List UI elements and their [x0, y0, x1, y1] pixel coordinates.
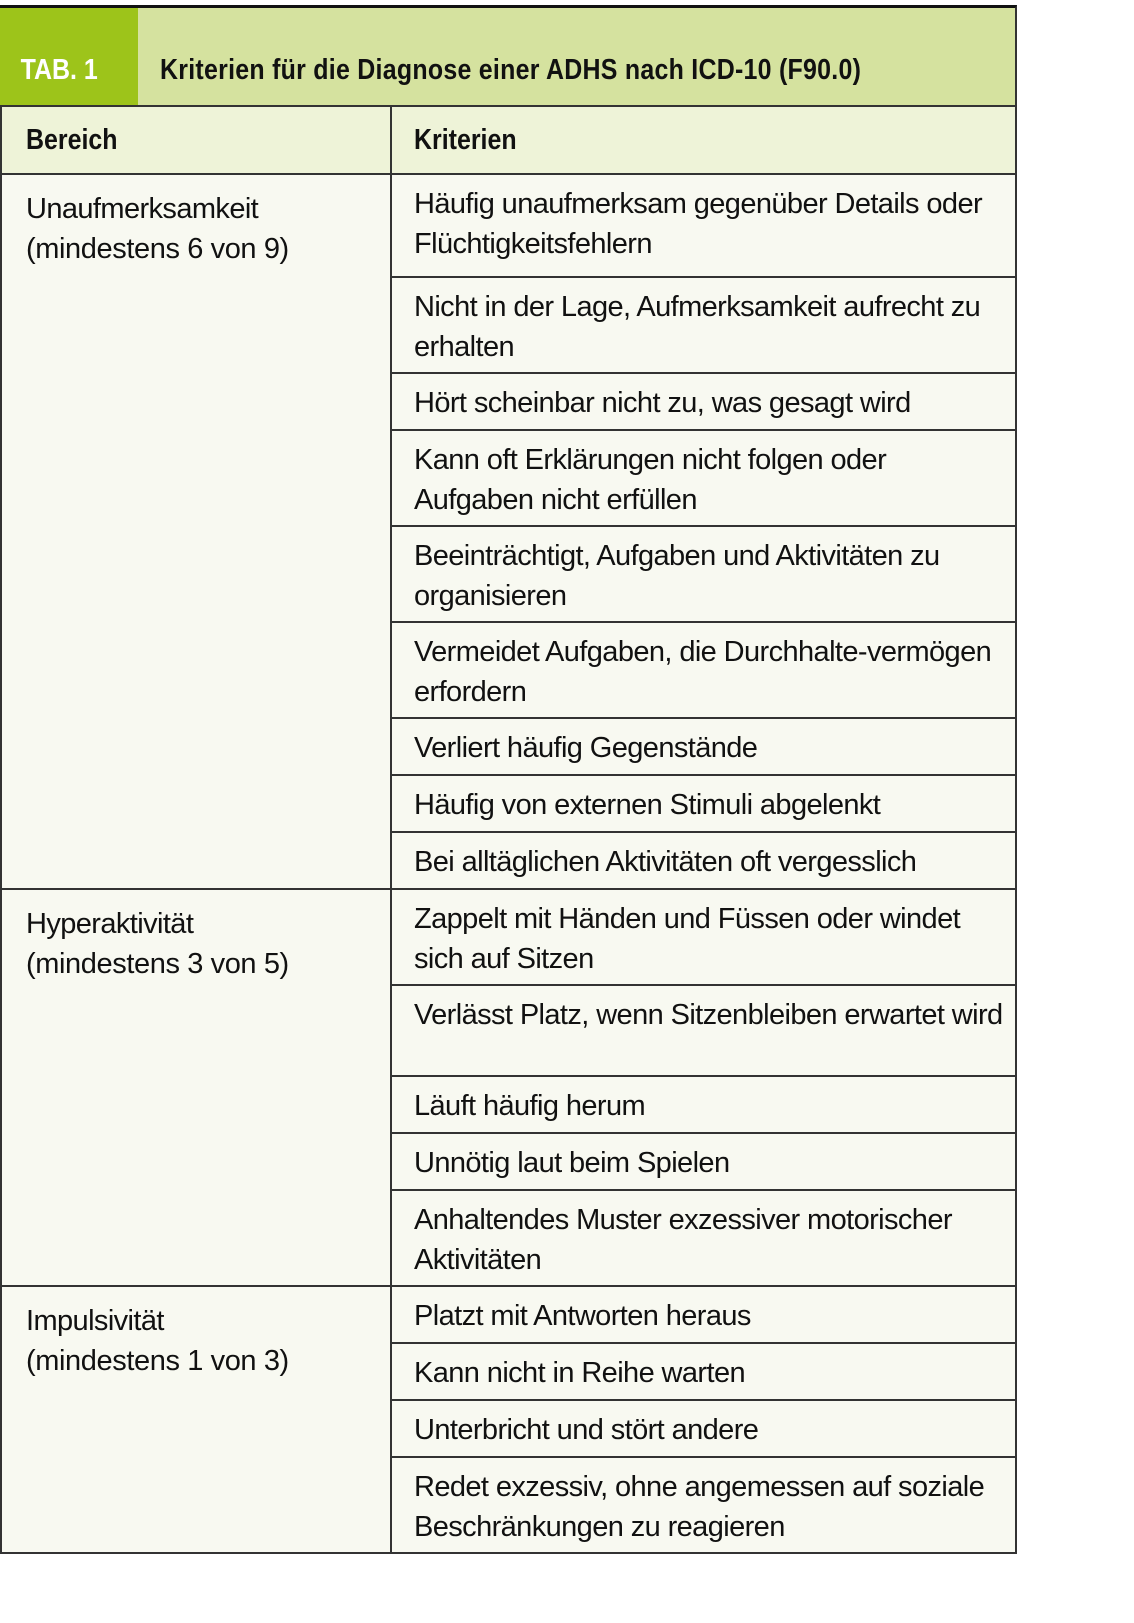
area-name: Unaufmerksamkeit: [26, 193, 259, 225]
criterion-cell: [391, 832, 1016, 889]
area-requirement: (mindestens 3 von 5): [26, 948, 289, 980]
area-name: Hyperaktivität: [26, 908, 194, 940]
area-cell: [1, 1286, 391, 1553]
criterion-text: Läuft häufig herum: [414, 1090, 646, 1122]
column-header-label: Kriterien: [414, 123, 517, 156]
area-requirement: (mindestens 1 von 3): [26, 1345, 289, 1377]
criterion-cell: [391, 174, 1016, 277]
criterion-cell: [391, 1190, 1016, 1286]
criterion-text: Häufig unaufmerksam gegenüber Details oder Flüchtigkeitsfehlern: [414, 188, 983, 260]
criteria-table: [0, 105, 1017, 1554]
area-cell: [1, 889, 391, 1286]
criterion-text: Beeinträchtigt, Aufgaben und Aktivitäten zu organisieren: [414, 540, 940, 612]
criterion-cell: [391, 1400, 1016, 1457]
criterion-text: Verliert häufig Gegenstände: [414, 732, 758, 764]
table-title-band: [0, 5, 1017, 105]
table-row: [1, 174, 1016, 277]
column-header-bereich: [1, 106, 391, 174]
criterion-cell: [391, 1286, 1016, 1343]
criterion-text: Häufig von externen Stimuli abgelenkt: [414, 789, 881, 821]
table-row: [1, 1286, 1016, 1343]
table-row: [1, 889, 1016, 985]
criterion-cell: [391, 775, 1016, 832]
criterion-text: Zappelt mit Händen und Füssen oder windet sich auf Sitzen: [414, 903, 961, 975]
criterion-cell: [391, 622, 1016, 718]
area-requirement: (mindestens 6 von 9): [26, 233, 289, 265]
table-number-badge: [0, 8, 138, 105]
table-title-cell: [138, 8, 1015, 105]
criterion-text: Verlässt Platz, wenn Sitzenbleiben erwartet wird: [414, 999, 1003, 1031]
criterion-text: Unnötig laut beim Spielen: [414, 1147, 730, 1179]
criterion-cell: [391, 1457, 1016, 1553]
table-body: [1, 174, 1016, 1553]
criterion-text: Platzt mit Antworten heraus: [414, 1300, 751, 1332]
criterion-cell: [391, 430, 1016, 526]
area-name: Impulsivität: [26, 1305, 164, 1337]
criterion-text: Vermeidet Aufgaben, die Durchhalte-vermögen erfordern: [414, 636, 992, 708]
criterion-cell: [391, 373, 1016, 430]
criterion-cell: [391, 1076, 1016, 1133]
table-title: Kriterien für die Diagnose einer ADHS nach ICD-10 (F90.0): [160, 54, 862, 86]
criterion-text: Kann nicht in Reihe warten: [414, 1357, 745, 1389]
criterion-cell: [391, 889, 1016, 985]
criterion-cell: [391, 985, 1016, 1076]
criterion-text: Nicht in der Lage, Aufmerksamkeit aufrecht zu erhalten: [414, 291, 981, 363]
column-header-label: Bereich: [26, 123, 118, 156]
criterion-text: Redet exzessiv, ohne angemessen auf soziale Beschränkungen zu reagieren: [414, 1471, 985, 1543]
header-row: [1, 106, 1016, 174]
criterion-cell: [391, 1343, 1016, 1400]
adhs-criteria-table: [0, 5, 1017, 1554]
criterion-cell: [391, 277, 1016, 373]
column-header-kriterien: [391, 106, 1016, 174]
criterion-text: Kann oft Erklärungen nicht folgen oder Aufgaben nicht erfüllen: [414, 444, 887, 516]
criterion-text: Anhaltendes Muster exzessiver motorischer Aktivitäten: [414, 1204, 952, 1276]
criterion-text: Hört scheinbar nicht zu, was gesagt wird: [414, 387, 911, 419]
criterion-text: Unterbricht und stört andere: [414, 1414, 759, 1446]
criterion-cell: [391, 526, 1016, 622]
criterion-cell: [391, 718, 1016, 775]
criterion-cell: [391, 1133, 1016, 1190]
table-number: TAB. 1: [20, 54, 98, 86]
area-cell: [1, 174, 391, 889]
criterion-text: Bei alltäglichen Aktivitäten oft vergesslich: [414, 846, 917, 878]
